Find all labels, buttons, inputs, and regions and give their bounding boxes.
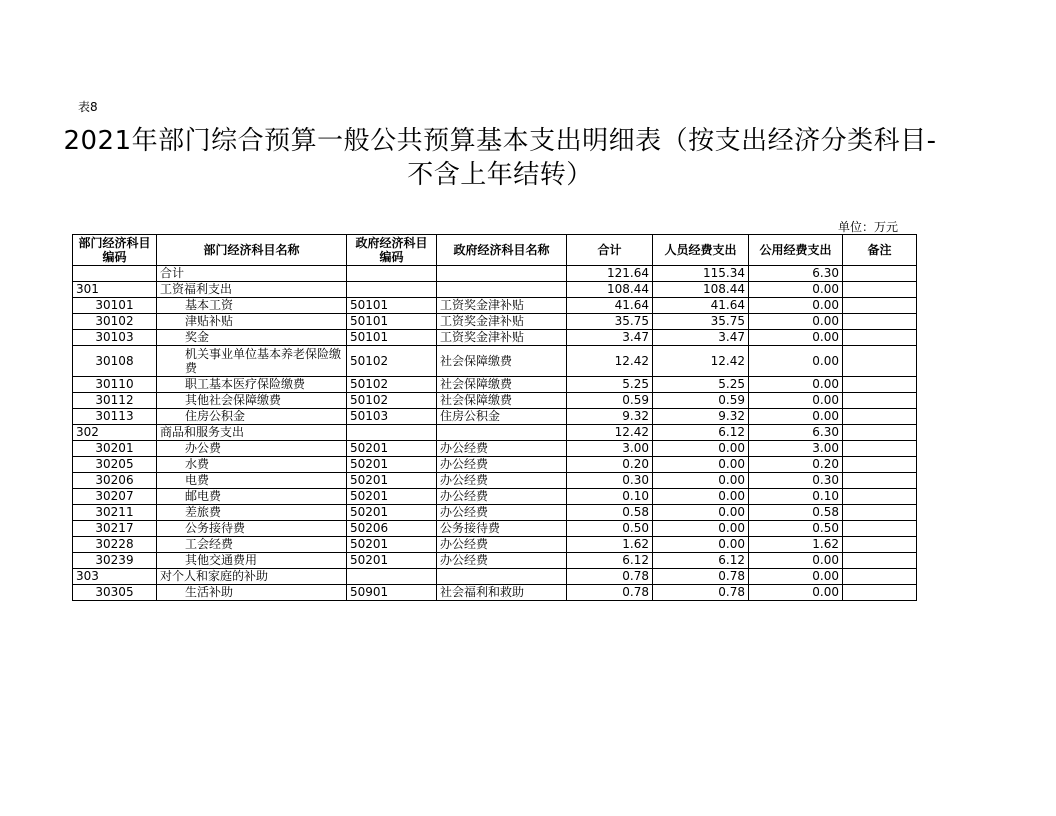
cell-dept-code: 30101 <box>73 298 157 314</box>
cell-note <box>843 521 917 537</box>
cell-personnel: 108.44 <box>653 282 749 298</box>
cell-public: 0.30 <box>749 473 843 489</box>
cell-dept-name: 水费 <box>157 457 347 473</box>
cell-dept-code: 303 <box>73 569 157 585</box>
cell-note <box>843 505 917 521</box>
cell-note <box>843 537 917 553</box>
cell-personnel: 0.00 <box>653 441 749 457</box>
cell-dept-code <box>73 266 157 282</box>
cell-personnel: 0.00 <box>653 505 749 521</box>
cell-dept-code: 30110 <box>73 377 157 393</box>
cell-total: 0.59 <box>567 393 653 409</box>
cell-gov-name: 工资奖金津补贴 <box>437 330 567 346</box>
cell-dept-code: 30207 <box>73 489 157 505</box>
cell-total: 0.10 <box>567 489 653 505</box>
table-row <box>73 521 917 537</box>
cell-dept-code: 30103 <box>73 330 157 346</box>
cell-personnel: 0.00 <box>653 473 749 489</box>
cell-gov-code: 50102 <box>347 377 437 393</box>
cell-total: 0.78 <box>567 585 653 601</box>
table-row <box>73 489 917 505</box>
cell-gov-code: 50206 <box>347 521 437 537</box>
cell-public: 3.00 <box>749 441 843 457</box>
cell-gov-name: 办公经费 <box>437 457 567 473</box>
cell-public: 0.00 <box>749 409 843 425</box>
cell-dept-code: 30112 <box>73 393 157 409</box>
cell-dept-name: 合计 <box>157 266 347 282</box>
table-number: 表8 <box>78 100 98 114</box>
cell-gov-code <box>347 569 437 585</box>
cell-total: 3.00 <box>567 441 653 457</box>
cell-public: 0.20 <box>749 457 843 473</box>
cell-gov-name: 社会福利和救助 <box>437 585 567 601</box>
cell-note <box>843 569 917 585</box>
table-row <box>73 346 917 377</box>
cell-gov-name: 社会保障缴费 <box>437 393 567 409</box>
cell-personnel: 12.42 <box>653 346 749 377</box>
cell-dept-name: 对个人和家庭的补助 <box>157 569 347 585</box>
cell-public: 6.30 <box>749 425 843 441</box>
cell-total: 0.20 <box>567 457 653 473</box>
cell-dept-name: 办公费 <box>157 441 347 457</box>
cell-dept-name: 邮电费 <box>157 489 347 505</box>
cell-gov-code: 50102 <box>347 393 437 409</box>
cell-personnel: 6.12 <box>653 425 749 441</box>
header-gov-code: 政府经济科目编码 <box>347 235 437 266</box>
table-row <box>73 393 917 409</box>
cell-gov-code: 50201 <box>347 457 437 473</box>
header-public: 公用经费支出 <box>749 235 843 266</box>
cell-public: 0.58 <box>749 505 843 521</box>
cell-gov-name: 办公经费 <box>437 441 567 457</box>
cell-public: 0.00 <box>749 553 843 569</box>
cell-public: 6.30 <box>749 266 843 282</box>
cell-gov-name: 办公经费 <box>437 489 567 505</box>
cell-gov-code: 50201 <box>347 537 437 553</box>
cell-public: 0.00 <box>749 377 843 393</box>
cell-gov-code: 50201 <box>347 505 437 521</box>
cell-dept-code: 30305 <box>73 585 157 601</box>
cell-total: 35.75 <box>567 314 653 330</box>
cell-dept-code: 30201 <box>73 441 157 457</box>
cell-total: 1.62 <box>567 537 653 553</box>
table-row <box>73 282 917 298</box>
cell-dept-name: 其他交通费用 <box>157 553 347 569</box>
cell-public: 0.00 <box>749 585 843 601</box>
table-row <box>73 505 917 521</box>
cell-dept-name: 职工基本医疗保险缴费 <box>157 377 347 393</box>
cell-note <box>843 441 917 457</box>
cell-dept-name: 津贴补贴 <box>157 314 347 330</box>
cell-gov-code: 50101 <box>347 330 437 346</box>
cell-personnel: 9.32 <box>653 409 749 425</box>
cell-total: 3.47 <box>567 330 653 346</box>
header-note: 备注 <box>843 235 917 266</box>
cell-personnel: 0.00 <box>653 537 749 553</box>
cell-public: 0.00 <box>749 282 843 298</box>
cell-gov-name <box>437 266 567 282</box>
cell-gov-name: 公务接待费 <box>437 521 567 537</box>
cell-total: 0.78 <box>567 569 653 585</box>
table-row <box>73 314 917 330</box>
cell-gov-code: 50201 <box>347 489 437 505</box>
cell-dept-name: 公务接待费 <box>157 521 347 537</box>
cell-total: 0.58 <box>567 505 653 521</box>
cell-public: 0.00 <box>749 569 843 585</box>
cell-gov-code <box>347 282 437 298</box>
header-dept-name: 部门经济科目名称 <box>157 235 347 266</box>
cell-note <box>843 346 917 377</box>
table-row <box>73 585 917 601</box>
budget-table <box>72 234 917 601</box>
header-dept-code: 部门经济科目编码 <box>73 235 157 266</box>
cell-public: 0.00 <box>749 298 843 314</box>
cell-gov-name: 办公经费 <box>437 537 567 553</box>
cell-dept-code: 30217 <box>73 521 157 537</box>
cell-personnel: 0.00 <box>653 457 749 473</box>
cell-dept-code: 30108 <box>73 346 157 377</box>
cell-gov-name <box>437 425 567 441</box>
cell-dept-name: 奖金 <box>157 330 347 346</box>
cell-note <box>843 489 917 505</box>
cell-dept-code: 30228 <box>73 537 157 553</box>
cell-personnel: 35.75 <box>653 314 749 330</box>
cell-gov-name: 社会保障缴费 <box>437 377 567 393</box>
cell-gov-code: 50901 <box>347 585 437 601</box>
cell-gov-name: 办公经费 <box>437 553 567 569</box>
cell-public: 0.00 <box>749 330 843 346</box>
cell-personnel: 0.59 <box>653 393 749 409</box>
cell-note <box>843 585 917 601</box>
table-row <box>73 266 917 282</box>
cell-note <box>843 425 917 441</box>
cell-gov-code: 50102 <box>347 346 437 377</box>
cell-note <box>843 409 917 425</box>
cell-dept-name: 机关事业单位基本养老保险缴费 <box>157 346 347 377</box>
cell-gov-name <box>437 569 567 585</box>
cell-dept-name: 电费 <box>157 473 347 489</box>
cell-total: 12.42 <box>567 425 653 441</box>
cell-dept-name: 其他社会保障缴费 <box>157 393 347 409</box>
cell-note <box>843 298 917 314</box>
cell-note <box>843 393 917 409</box>
cell-personnel: 0.78 <box>653 585 749 601</box>
header-personnel: 人员经费支出 <box>653 235 749 266</box>
cell-gov-name: 工资奖金津补贴 <box>437 314 567 330</box>
cell-gov-code: 50101 <box>347 298 437 314</box>
cell-public: 0.50 <box>749 521 843 537</box>
cell-gov-code <box>347 266 437 282</box>
table-row <box>73 537 917 553</box>
cell-public: 0.10 <box>749 489 843 505</box>
table-row <box>73 425 917 441</box>
table-row <box>73 409 917 425</box>
cell-public: 1.62 <box>749 537 843 553</box>
cell-personnel: 0.00 <box>653 521 749 537</box>
cell-gov-name: 住房公积金 <box>437 409 567 425</box>
cell-gov-code: 50201 <box>347 553 437 569</box>
cell-dept-code: 30113 <box>73 409 157 425</box>
cell-dept-name: 差旅费 <box>157 505 347 521</box>
cell-gov-code: 50101 <box>347 314 437 330</box>
cell-note <box>843 377 917 393</box>
cell-dept-name: 商品和服务支出 <box>157 425 347 441</box>
cell-total: 5.25 <box>567 377 653 393</box>
cell-total: 0.30 <box>567 473 653 489</box>
cell-gov-name <box>437 282 567 298</box>
cell-note <box>843 314 917 330</box>
cell-dept-code: 302 <box>73 425 157 441</box>
header-row <box>73 235 917 266</box>
cell-dept-name: 住房公积金 <box>157 409 347 425</box>
table-row <box>73 377 917 393</box>
cell-public: 0.00 <box>749 314 843 330</box>
cell-dept-name: 工会经费 <box>157 537 347 553</box>
cell-note <box>843 282 917 298</box>
cell-dept-name: 生活补助 <box>157 585 347 601</box>
table-row <box>73 330 917 346</box>
cell-dept-code: 30102 <box>73 314 157 330</box>
cell-dept-code: 30205 <box>73 457 157 473</box>
table-row <box>73 473 917 489</box>
cell-total: 12.42 <box>567 346 653 377</box>
cell-dept-code: 30239 <box>73 553 157 569</box>
cell-total: 6.12 <box>567 553 653 569</box>
unit-label: 单位：万元 <box>838 220 899 234</box>
cell-note <box>843 553 917 569</box>
cell-dept-code: 30211 <box>73 505 157 521</box>
cell-personnel: 115.34 <box>653 266 749 282</box>
page-title: 2021年部门综合预算一般公共预算基本支出明细表（按支出经济分类科目-不含上年结转） <box>63 126 937 190</box>
header-gov-name: 政府经济科目名称 <box>437 235 567 266</box>
cell-gov-name: 社会保障缴费 <box>437 346 567 377</box>
table-row <box>73 553 917 569</box>
cell-gov-code <box>347 425 437 441</box>
cell-total: 9.32 <box>567 409 653 425</box>
cell-note <box>843 330 917 346</box>
cell-dept-code: 301 <box>73 282 157 298</box>
cell-gov-code: 50103 <box>347 409 437 425</box>
cell-total: 41.64 <box>567 298 653 314</box>
cell-total: 0.50 <box>567 521 653 537</box>
cell-gov-code: 50201 <box>347 441 437 457</box>
cell-public: 0.00 <box>749 393 843 409</box>
cell-dept-code: 30206 <box>73 473 157 489</box>
cell-personnel: 3.47 <box>653 330 749 346</box>
table-row <box>73 441 917 457</box>
cell-total: 121.64 <box>567 266 653 282</box>
cell-gov-name: 办公经费 <box>437 505 567 521</box>
cell-dept-name: 工资福利支出 <box>157 282 347 298</box>
cell-personnel: 0.78 <box>653 569 749 585</box>
cell-total: 108.44 <box>567 282 653 298</box>
table-row <box>73 569 917 585</box>
cell-note <box>843 266 917 282</box>
cell-gov-name: 工资奖金津补贴 <box>437 298 567 314</box>
cell-personnel: 5.25 <box>653 377 749 393</box>
cell-dept-name: 基本工资 <box>157 298 347 314</box>
table-row <box>73 457 917 473</box>
cell-personnel: 0.00 <box>653 489 749 505</box>
header-total: 合计 <box>567 235 653 266</box>
cell-note <box>843 473 917 489</box>
cell-gov-name: 办公经费 <box>437 473 567 489</box>
cell-public: 0.00 <box>749 346 843 377</box>
cell-gov-code: 50201 <box>347 473 437 489</box>
cell-personnel: 6.12 <box>653 553 749 569</box>
cell-personnel: 41.64 <box>653 298 749 314</box>
cell-note <box>843 457 917 473</box>
table-row <box>73 298 917 314</box>
